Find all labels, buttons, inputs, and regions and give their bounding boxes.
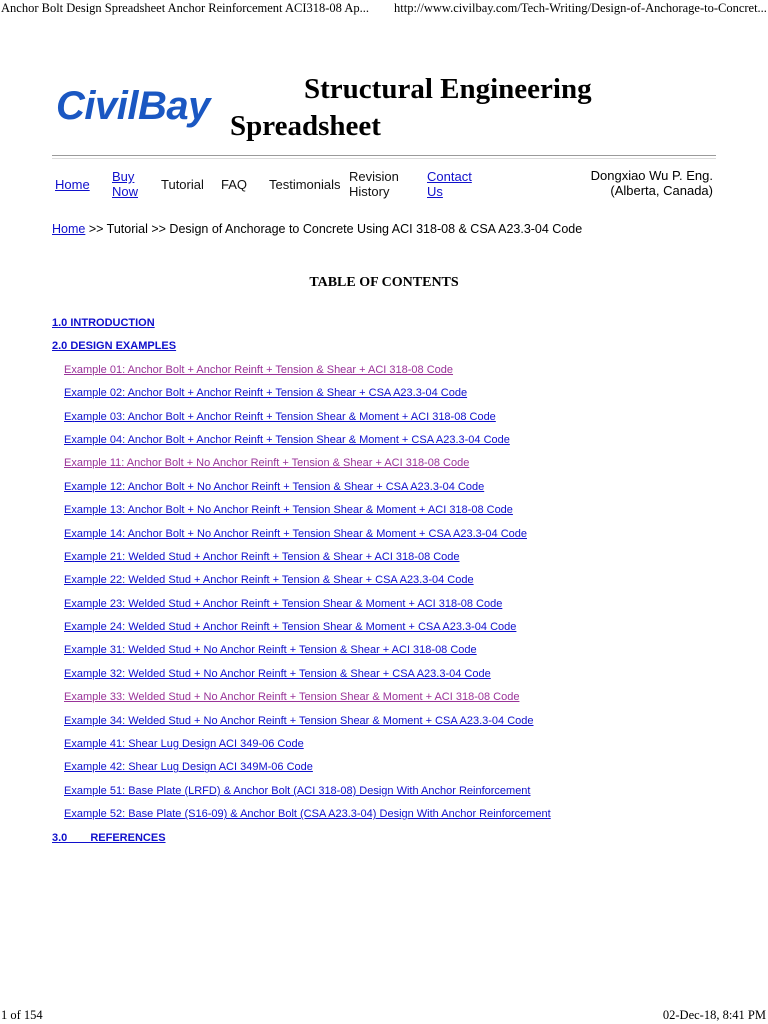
breadcrumb [52,221,582,237]
nav-contact-label-1: Contact [427,169,472,184]
header-divider [52,155,716,159]
toc-example-item [52,479,732,502]
table-of-contents [52,315,732,853]
nav-revision-label-2: History [349,184,390,199]
breadcrumb-trail: >> Tutorial >> Design of Anchorage to Concrete Using ACI 318-08 & CSA A23.3-04 Code [88,222,583,236]
toc-example-link[interactable]: Example 01: Anchor Bolt + Anchor Reinft + Tension & Shear + ACI 318-08 Code [64,363,454,376]
toc-example-link[interactable]: Example 22: Welded Stud + Anchor Reinft + Tension & Shear + CSA A23.3-04 Code [64,574,474,587]
print-page-url: http://www.civilbay.com/Tech-Writing/Design-of-Anchorage-to-Concret... [394,1,767,15]
toc-design-examples-link[interactable]: 2.0 DESIGN EXAMPLES [52,340,177,353]
print-page-number: 1 of 154 [1,1008,43,1022]
toc-references-link[interactable]: 3.0 REFERENCES [52,831,166,844]
toc-example-item [52,526,732,549]
nav-revision-label-1: Revision [349,169,399,184]
toc-example-link[interactable]: Example 52: Base Plate (S16-09) & Anchor Bolt (CSA A23.3-04) Design With Anchor Reinforcement [64,808,551,821]
print-page-title: Anchor Bolt Design Spreadsheet Anchor Reinforcement ACI318-08 Ap... [1,1,369,15]
nav-buy-label-1: Buy [112,169,135,184]
toc-example-link[interactable]: Example 12: Anchor Bolt + No Anchor Reinft + Tension & Shear + CSA A23.3-04 Code [64,480,485,493]
toc-example-item [52,455,732,478]
toc-example-item [52,549,732,572]
toc-example-item [52,619,732,642]
nav-home-link[interactable]: Home [55,177,90,192]
toc-example-link[interactable]: Example 34: Welded Stud + No Anchor Reinft + Tension Shear & Moment + CSA A23.3-04 Code [64,714,534,727]
toc-example-item [52,806,732,829]
toc-example-link[interactable]: Example 04: Anchor Bolt + Anchor Reinft + Tension Shear & Moment + CSA A23.3-04 Code [64,433,510,446]
site-title-line1: Structural Engineering [304,73,592,105]
breadcrumb-home-link[interactable]: Home [52,222,86,236]
toc-heading: TABLE OF CONTENTS [309,275,459,290]
toc-example-link[interactable]: Example 41: Shear Lug Design ACI 349-06 Code [64,738,304,751]
toc-example-item [52,759,732,782]
nav-buy-now-link[interactable] [112,169,138,199]
toc-example-item [52,596,732,619]
nav-revision-history[interactable] [349,169,399,199]
nav-testimonials[interactable]: Testimonials [269,177,341,192]
author-location: (Alberta, Canada) [610,183,713,198]
author-info [591,168,713,198]
toc-example-item [52,409,732,432]
toc-example-item [52,713,732,736]
toc-example-link[interactable]: Example 21: Welded Stud + Anchor Reinft + Tension & Shear + ACI 318-08 Code [64,550,460,563]
civilbay-logo[interactable]: CivilBay [56,84,210,128]
toc-example-link[interactable]: Example 13: Anchor Bolt + No Anchor Reinft + Tension Shear & Moment + ACI 318-08 Code [64,504,513,517]
author-name: Dongxiao Wu P. Eng. [590,168,713,183]
toc-example-link[interactable]: Example 32: Welded Stud + No Anchor Reinft + Tension & Shear + CSA A23.3-04 Code [64,667,491,680]
nav-faq[interactable]: FAQ [221,177,248,192]
toc-example-link[interactable]: Example 23: Welded Stud + Anchor Reinft + Tension Shear & Moment + ACI 318-08 Code [64,597,503,610]
toc-example-link[interactable]: Example 03: Anchor Bolt + Anchor Reinft + Tension Shear & Moment + ACI 318-08 Code [64,410,496,423]
print-footer [0,1006,768,1024]
toc-example-link[interactable]: Example 24: Welded Stud + Anchor Reinft + Tension Shear & Moment + CSA A23.3-04 Code [64,621,517,634]
toc-example-link[interactable]: Example 31: Welded Stud + No Anchor Reinft + Tension & Shear + ACI 318-08 Code [64,644,477,657]
nav-tutorial[interactable]: Tutorial [161,177,204,192]
toc-example-link[interactable]: Example 14: Anchor Bolt + No Anchor Reinft + Tension Shear & Moment + CSA A23.3-04 Code [64,527,527,540]
toc-example-link[interactable]: Example 51: Base Plate (LRFD) & Anchor Bolt (ACI 318-08) Design With Anchor Reinforcement [64,784,531,797]
print-header [0,0,768,16]
toc-example-item [52,502,732,525]
toc-example-item [52,642,732,665]
toc-example-item [52,432,732,455]
print-date: 02-Dec-18, 8:41 PM [662,1008,766,1022]
toc-example-item [52,362,732,385]
nav-contact-label-2: Us [427,184,443,199]
toc-example-item [52,385,732,408]
nav-buy-label-2: Now [112,184,139,199]
toc-example-link[interactable]: Example 02: Anchor Bolt + Anchor Reinft + Tension & Shear + CSA A23.3-04 Code [64,387,468,400]
toc-example-link[interactable]: Example 42: Shear Lug Design ACI 349M-06 Code [64,761,313,774]
toc-example-item [52,736,732,759]
site-title-line2: Spreadsheet [230,110,381,142]
nav-contact-us-link[interactable] [427,169,472,199]
toc-example-item [52,783,732,806]
toc-example-item [52,572,732,595]
toc-example-link[interactable]: Example 33: Welded Stud + No Anchor Reinft + Tension Shear & Moment + ACI 318-08 Code [64,691,520,704]
example-list [52,362,732,830]
toc-introduction-link[interactable]: 1.0 INTRODUCTION [52,317,155,329]
toc-example-link[interactable]: Example 11: Anchor Bolt + No Anchor Reinft + Tension & Shear + ACI 318-08 Code [64,457,470,470]
toc-example-item [52,666,732,689]
toc-example-item [52,689,732,712]
